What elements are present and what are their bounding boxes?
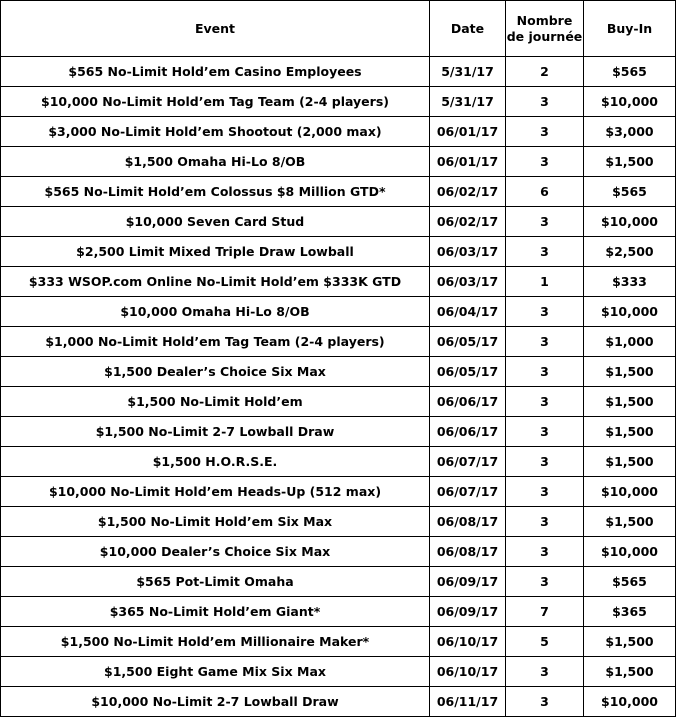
cell-date: 06/05/17: [430, 357, 506, 387]
cell-date: 06/11/17: [430, 687, 506, 717]
table-row: [1, 507, 676, 537]
cell-event: $1,500 Omaha Hi-Lo 8/OB: [1, 147, 430, 177]
cell-date: 06/06/17: [430, 387, 506, 417]
cell-days: 7: [506, 597, 584, 627]
cell-buyin: $333: [584, 267, 676, 297]
cell-date: 06/05/17: [430, 327, 506, 357]
cell-days: 3: [506, 687, 584, 717]
table-body: [1, 57, 676, 717]
table-row: [1, 327, 676, 357]
cell-event: $1,500 No-Limit Hold’em Millionaire Maker*: [1, 627, 430, 657]
cell-buyin: $1,500: [584, 447, 676, 477]
cell-date: 06/07/17: [430, 477, 506, 507]
table-row: [1, 477, 676, 507]
cell-event: $1,500 No-Limit Hold’em Six Max: [1, 507, 430, 537]
cell-buyin: $1,500: [584, 657, 676, 687]
table-row: [1, 567, 676, 597]
cell-event: $365 No-Limit Hold’em Giant*: [1, 597, 430, 627]
cell-event: $2,500 Limit Mixed Triple Draw Lowball: [1, 237, 430, 267]
cell-event: $10,000 No-Limit 2-7 Lowball Draw: [1, 687, 430, 717]
cell-buyin: $10,000: [584, 687, 676, 717]
table-row: [1, 177, 676, 207]
table-row: [1, 147, 676, 177]
cell-days: 3: [506, 117, 584, 147]
cell-date: 06/03/17: [430, 237, 506, 267]
table-row: [1, 237, 676, 267]
cell-days: 3: [506, 507, 584, 537]
table-row: [1, 537, 676, 567]
cell-event: $1,500 Dealer’s Choice Six Max: [1, 357, 430, 387]
cell-buyin: $565: [584, 567, 676, 597]
cell-buyin: $1,500: [584, 417, 676, 447]
cell-event: $1,500 No-Limit Hold’em: [1, 387, 430, 417]
cell-days: 3: [506, 87, 584, 117]
table-row: [1, 657, 676, 687]
cell-event: $565 No-Limit Hold’em Casino Employees: [1, 57, 430, 87]
cell-days: 3: [506, 357, 584, 387]
cell-days: 3: [506, 567, 584, 597]
table-row: [1, 117, 676, 147]
cell-days: 3: [506, 477, 584, 507]
cell-event: $10,000 Dealer’s Choice Six Max: [1, 537, 430, 567]
cell-event: $10,000 Seven Card Stud: [1, 207, 430, 237]
cell-days: 1: [506, 267, 584, 297]
header-buyin: Buy-In: [584, 1, 676, 57]
cell-buyin: $1,500: [584, 387, 676, 417]
cell-date: 06/04/17: [430, 297, 506, 327]
header-row: [1, 1, 676, 57]
cell-days: 3: [506, 537, 584, 567]
cell-date: 06/03/17: [430, 267, 506, 297]
cell-days: 3: [506, 237, 584, 267]
cell-date: 06/02/17: [430, 207, 506, 237]
cell-event: $565 No-Limit Hold’em Colossus $8 Million GTD*: [1, 177, 430, 207]
cell-event: $1,500 No-Limit 2-7 Lowball Draw: [1, 417, 430, 447]
table-row: [1, 57, 676, 87]
table-row: [1, 207, 676, 237]
cell-buyin: $10,000: [584, 207, 676, 237]
cell-buyin: $1,500: [584, 357, 676, 387]
cell-date: 06/02/17: [430, 177, 506, 207]
cell-days: 6: [506, 177, 584, 207]
cell-buyin: $365: [584, 597, 676, 627]
cell-event: $3,000 No-Limit Hold’em Shootout (2,000 max): [1, 117, 430, 147]
header-date: Date: [430, 1, 506, 57]
cell-days: 3: [506, 327, 584, 357]
cell-event: $565 Pot-Limit Omaha: [1, 567, 430, 597]
table-row: [1, 687, 676, 717]
cell-buyin: $565: [584, 177, 676, 207]
table-row: [1, 297, 676, 327]
table-row: [1, 417, 676, 447]
cell-event: $10,000 No-Limit Hold’em Tag Team (2-4 players): [1, 87, 430, 117]
cell-date: 06/06/17: [430, 417, 506, 447]
cell-buyin: $10,000: [584, 87, 676, 117]
cell-buyin: $1,000: [584, 327, 676, 357]
cell-buyin: $10,000: [584, 297, 676, 327]
cell-days: 3: [506, 147, 584, 177]
cell-date: 06/08/17: [430, 537, 506, 567]
cell-event: $1,500 Eight Game Mix Six Max: [1, 657, 430, 687]
cell-event: $1,000 No-Limit Hold’em Tag Team (2-4 players): [1, 327, 430, 357]
table-row: [1, 627, 676, 657]
cell-date: 06/09/17: [430, 597, 506, 627]
cell-days: 3: [506, 207, 584, 237]
cell-buyin: $1,500: [584, 507, 676, 537]
table-row: [1, 267, 676, 297]
cell-date: 06/09/17: [430, 567, 506, 597]
cell-days: 3: [506, 417, 584, 447]
cell-date: 06/01/17: [430, 117, 506, 147]
header-days: Nombre de journée: [506, 1, 584, 57]
cell-event: $10,000 No-Limit Hold’em Heads-Up (512 max): [1, 477, 430, 507]
cell-buyin: $3,000: [584, 117, 676, 147]
cell-date: 06/01/17: [430, 147, 506, 177]
cell-event: $333 WSOP.com Online No-Limit Hold’em $333K GTD: [1, 267, 430, 297]
cell-days: 2: [506, 57, 584, 87]
cell-event: $1,500 H.O.R.S.E.: [1, 447, 430, 477]
table-row: [1, 597, 676, 627]
header-event: Event: [1, 1, 430, 57]
cell-date: 06/10/17: [430, 627, 506, 657]
table-row: [1, 357, 676, 387]
cell-buyin: $1,500: [584, 147, 676, 177]
cell-buyin: $565: [584, 57, 676, 87]
cell-date: 5/31/17: [430, 57, 506, 87]
table-row: [1, 447, 676, 477]
cell-date: 06/08/17: [430, 507, 506, 537]
cell-days: 3: [506, 297, 584, 327]
cell-date: 06/10/17: [430, 657, 506, 687]
cell-buyin: $2,500: [584, 237, 676, 267]
table-row: [1, 387, 676, 417]
cell-event: $10,000 Omaha Hi-Lo 8/OB: [1, 297, 430, 327]
cell-buyin: $10,000: [584, 537, 676, 567]
cell-days: 3: [506, 447, 584, 477]
cell-buyin: $1,500: [584, 627, 676, 657]
table-row: [1, 87, 676, 117]
cell-date: 5/31/17: [430, 87, 506, 117]
cell-date: 06/07/17: [430, 447, 506, 477]
cell-days: 3: [506, 657, 584, 687]
cell-days: 5: [506, 627, 584, 657]
cell-buyin: $10,000: [584, 477, 676, 507]
cell-days: 3: [506, 387, 584, 417]
